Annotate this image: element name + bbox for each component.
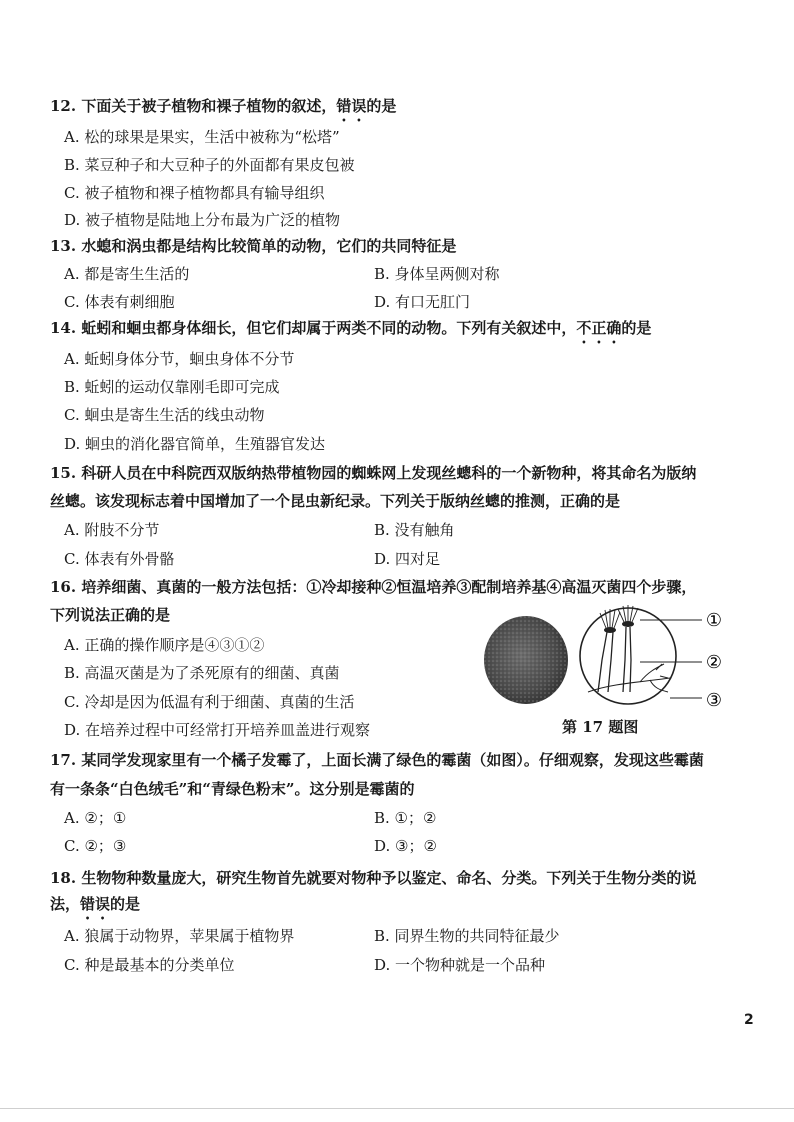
moldy-orange-photo (484, 616, 568, 704)
q16-option-b: B. 高温灭菌是为了杀死原有的细菌、真菌 (64, 664, 340, 682)
q17-option-c: C. ②；③ (64, 837, 127, 855)
q15-option-b: B. 没有触角 (374, 521, 455, 539)
question-15-stem-line2: 丝蟌。该发现标志着中国增加了一个昆虫新纪录。下列关于版纳丝蟌的推测，正确的是 (50, 492, 621, 510)
question-18-stem-line1: 18. 生物物种数量庞大，研究生物首先就要对物种予以鉴定、命名、分类。下列关于生物分类的说 (50, 869, 697, 887)
question-16-stem-line1: 16. 培养细菌、真菌的一般方法包括：①冷却接种②恒温培养③配制培养基④高温灭菌四个步骤， (50, 578, 697, 596)
q14-stem-tail: 的是 (621, 319, 652, 337)
question-18-stem-line2 (50, 894, 140, 923)
q16-option-d: D. 在培养过程中可经常打开培养皿盖进行观察 (64, 721, 371, 739)
figure-label-1: ① (705, 610, 723, 631)
question-13-stem: 13. 水螅和涡虫都是结构比较简单的动物，它们的共同特征是 (50, 237, 457, 255)
q12-stem-text: 12. 下面关于被子植物和裸子植物的叙述， (50, 97, 337, 115)
question-17-stem-line2: 有一条条“白色绒毛”和“青绿色粉末”。这分别是霉菌的 (50, 780, 415, 798)
figure-label-3: ③ (705, 690, 723, 711)
q13-option-b: B. 身体呈两侧对称 (374, 265, 500, 283)
q16-option-a: A. 正确的操作顺序是④③①② (64, 636, 265, 654)
q14-option-c: C. 蛔虫是寄生生活的线虫动物 (64, 406, 265, 424)
q12-stem-emphasis: 错误 (336, 97, 367, 115)
q15-option-d: D. 四对足 (374, 550, 441, 568)
question-16-stem-line2: 下列说法正确的是 (50, 606, 171, 624)
question-14-stem (50, 318, 651, 347)
q18-option-d: D. 一个物种就是一个品种 (374, 956, 546, 974)
question-15-stem-line1: 15. 科研人员在中科院西双版纳热带植物园的蜘蛛网上发现丝蟌科的一个新物种，将其命名为版纳 (50, 464, 697, 482)
q15-option-c: C. 体表有外骨骼 (64, 550, 175, 568)
q14-option-d: D. 蛔虫的消化器官简单，生殖器官发达 (64, 435, 326, 453)
q16-option-c: C. 冷却是因为低温有利于细菌、真菌的生活 (64, 693, 355, 711)
q13-option-d: D. 有口无肛门 (374, 293, 471, 311)
q14-stem-emphasis: 不正确 (576, 319, 622, 337)
q18-stem-emphasis: 错误 (80, 895, 111, 913)
figure-label-2: ② (705, 652, 723, 673)
q12-option-c: C. 被子植物和裸子植物都具有输导组织 (64, 184, 325, 202)
q12-stem-tail: 的是 (366, 97, 397, 115)
page-number: 2 (744, 1012, 754, 1028)
q18-option-c: C. 种是最基本的分类单位 (64, 956, 235, 974)
q17-option-d: D. ③；② (374, 837, 437, 855)
q12-option-d: D. 被子植物是陆地上分布最为广泛的植物 (64, 211, 341, 229)
figure-17-caption: 第 17 题图 (562, 718, 639, 736)
q15-option-a: A. 附肢不分节 (64, 521, 160, 539)
q14-stem-text: 14. 蚯蚓和蛔虫都身体细长，但它们却属于两类不同的动物。下列有关叙述中， (50, 319, 577, 337)
question-12-stem (50, 96, 396, 125)
page-bottom-edge (0, 1108, 794, 1109)
figure-17-mold-diagram (480, 600, 730, 715)
q18-option-a: A. 狼属于动物界，苹果属于植物界 (64, 927, 295, 945)
q18-stem-text: 法， (50, 895, 81, 913)
q17-option-a: A. ②；① (64, 809, 127, 827)
q18-option-b: B. 同界生物的共同特征最少 (374, 927, 560, 945)
q18-stem-tail: 的是 (110, 895, 141, 913)
q17-option-b: B. ①；② (374, 809, 437, 827)
q13-option-c: C. 体表有刺细胞 (64, 293, 175, 311)
q12-option-b: B. 菜豆种子和大豆种子的外面都有果皮包被 (64, 156, 355, 174)
q14-option-a: A. 蚯蚓身体分节，蛔虫身体不分节 (64, 350, 295, 368)
question-17-stem-line1: 17. 某同学发现家里有一个橘子发霉了，上面长满了绿色的霉菌（如图）。仔细观察，发现这些霉菌 (50, 751, 704, 769)
q13-option-a: A. 都是寄生生活的 (64, 265, 190, 283)
q14-option-b: B. 蚯蚓的运动仅靠刚毛即可完成 (64, 378, 280, 396)
q12-option-a: A. 松的球果是果实，生活中被称为“松塔” (64, 128, 340, 146)
